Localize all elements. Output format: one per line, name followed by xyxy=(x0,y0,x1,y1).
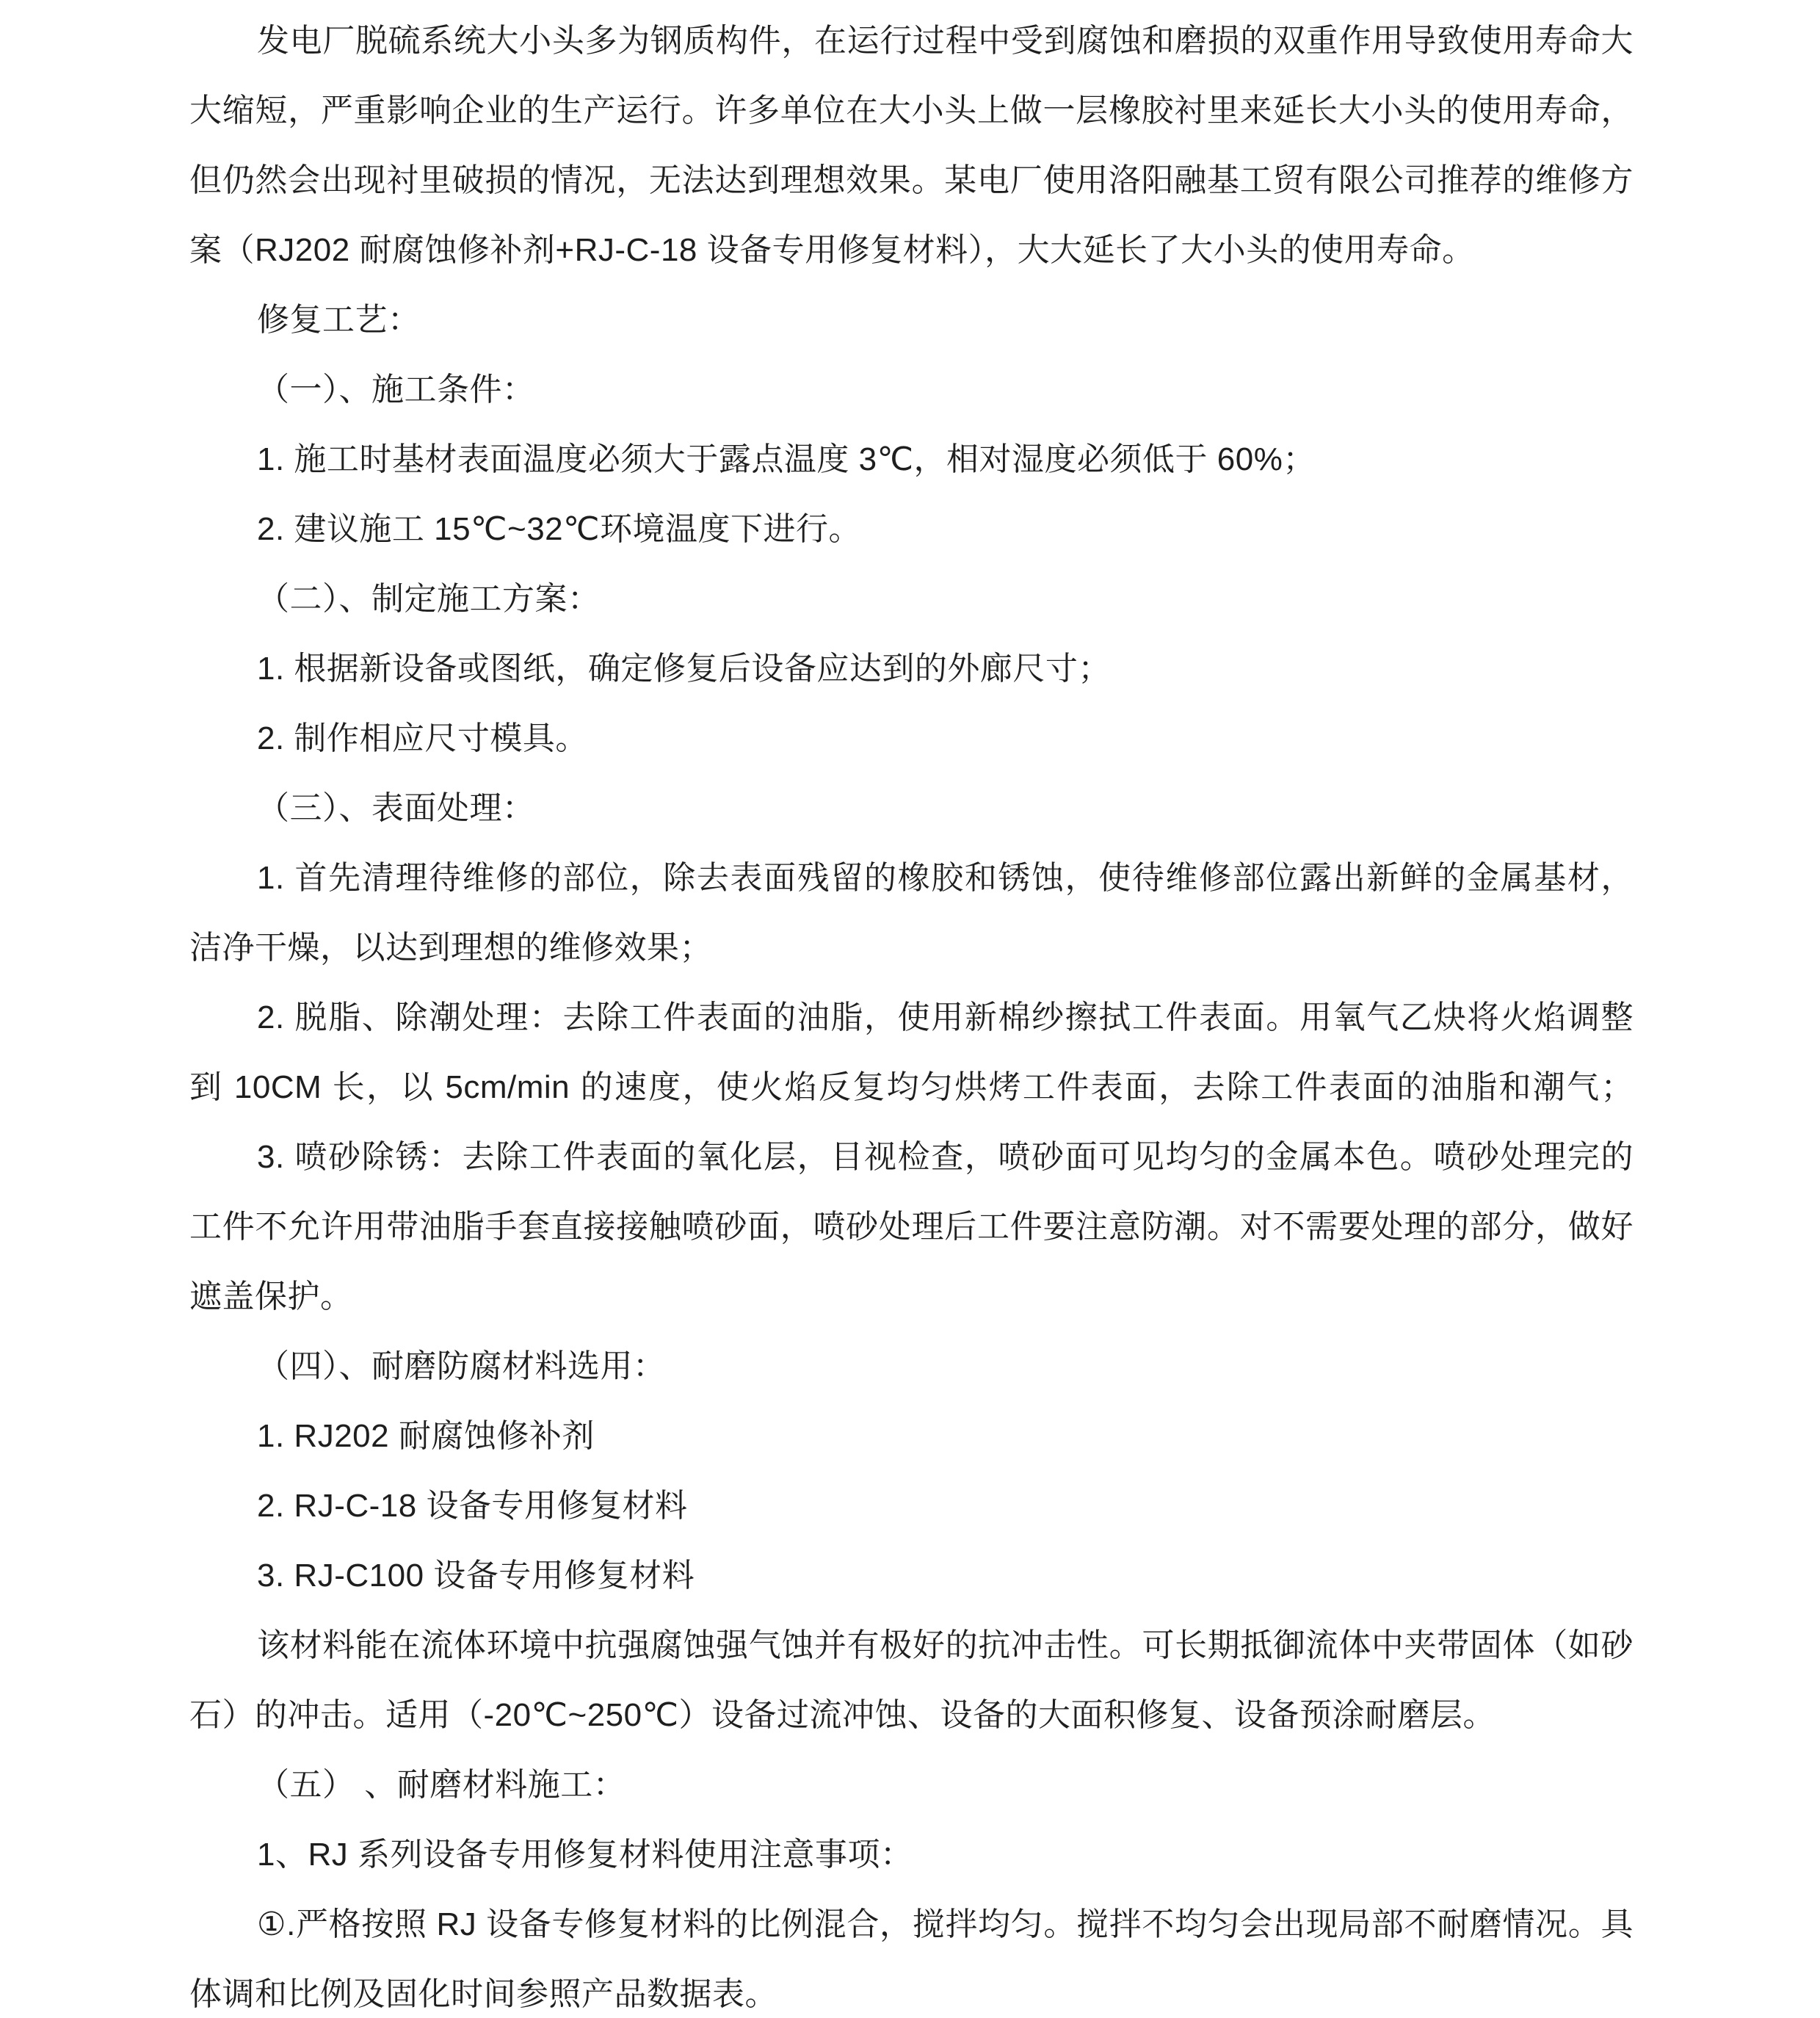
text-line: 1. RJ202 耐腐蚀修补剂 xyxy=(257,1418,595,1454)
text-line: ①.严格按照 RJ 设备专修复材料的比例混合，搅拌均匀。搅拌不均匀会出现局部不耐磨情况。具 xyxy=(257,1906,1634,1942)
text-line: （三）、表面处理： xyxy=(257,790,535,826)
text-line: 石）的冲击。适用（-20℃~250℃）设备过流冲蚀、设备的大面积修复、设备预涂耐磨层。 xyxy=(189,1697,1496,1733)
text-line: 体调和比例及固化时间参照产品数据表。 xyxy=(189,1976,777,2012)
text-line: 1. 施工时基材表面温度必须大于露点温度 3℃，相对湿度必须低于 60%； xyxy=(257,441,1316,477)
text-line: 2. 制作相应尺寸模具。 xyxy=(257,720,588,756)
text-line: 2. 建议施工 15℃~32℃环境温度下进行。 xyxy=(257,511,862,547)
text-line: 修复工艺： xyxy=(257,302,421,338)
text-line: 该材料能在流体环境中抗强腐蚀强气蚀并有极好的抗冲击性。可长期抵御流体中夹带固体（如砂 xyxy=(257,1627,1634,1663)
text-line: 1、RJ 系列设备专用修复材料使用注意事项： xyxy=(257,1837,913,1873)
text-line: （四）、耐磨防腐材料选用： xyxy=(257,1348,666,1384)
text-line: （二）、制定施工方案： xyxy=(257,581,601,617)
text-line: 工件不允许用带油脂手套直接接触喷砂面，喷砂处理后工件要注意防潮。对不需要处理的部分，做好 xyxy=(189,1209,1634,1245)
text-line: 3. RJ-C100 设备专用修复材料 xyxy=(257,1558,695,1594)
text-line: 2. RJ-C-18 设备专用修复材料 xyxy=(257,1488,688,1524)
text-line: （一）、施工条件： xyxy=(257,372,535,408)
text-line: 3. 喷砂除锈：去除工件表面的氧化层，目视检查，喷砂面可见均匀的金属本色。喷砂处理完的 xyxy=(257,1139,1634,1175)
text-line: 1. 首先清理待维修的部位，除去表面残留的橡胶和锈蚀，使待维修部位露出新鲜的金属基材， xyxy=(257,860,1634,896)
text-line: 到 10CM 长，以 5cm/min 的速度，使火焰反复均匀烘烤工件表面，去除工件表面的油脂和潮气； xyxy=(189,1069,1634,1105)
text-line: 遮盖保护。 xyxy=(189,1279,353,1314)
text-line: 1. 根据新设备或图纸，确定修复后设备应达到的外廊尺寸； xyxy=(257,651,1111,687)
text-line: 2. 脱脂、除潮处理：去除工件表面的油脂，使用新棉纱擦拭工件表面。用氧气乙炔将火焰调整 xyxy=(257,999,1634,1035)
text-line: （五） 、耐磨材料施工： xyxy=(257,1767,626,1803)
document-body xyxy=(189,6,1634,2018)
text-line: 案（RJ202 耐腐蚀修补剂+RJ-C-18 设备专用修复材料），大大延长了大小头的使用寿命。 xyxy=(189,232,1475,268)
text-line: 但仍然会出现衬里破损的情况，无法达到理想效果。某电厂使用洛阳融基工贸有限公司推荐的维修方 xyxy=(189,162,1634,198)
text-line: 大缩短，严重影响企业的生产运行。许多单位在大小头上做一层橡胶衬里来延长大小头的使用寿命， xyxy=(189,93,1634,129)
text-line: 发电厂脱硫系统大小头多为钢质构件，在运行过程中受到腐蚀和磨损的双重作用导致使用寿命大 xyxy=(257,23,1634,59)
text-line: 洁净干燥，以达到理想的维修效果； xyxy=(189,930,712,966)
